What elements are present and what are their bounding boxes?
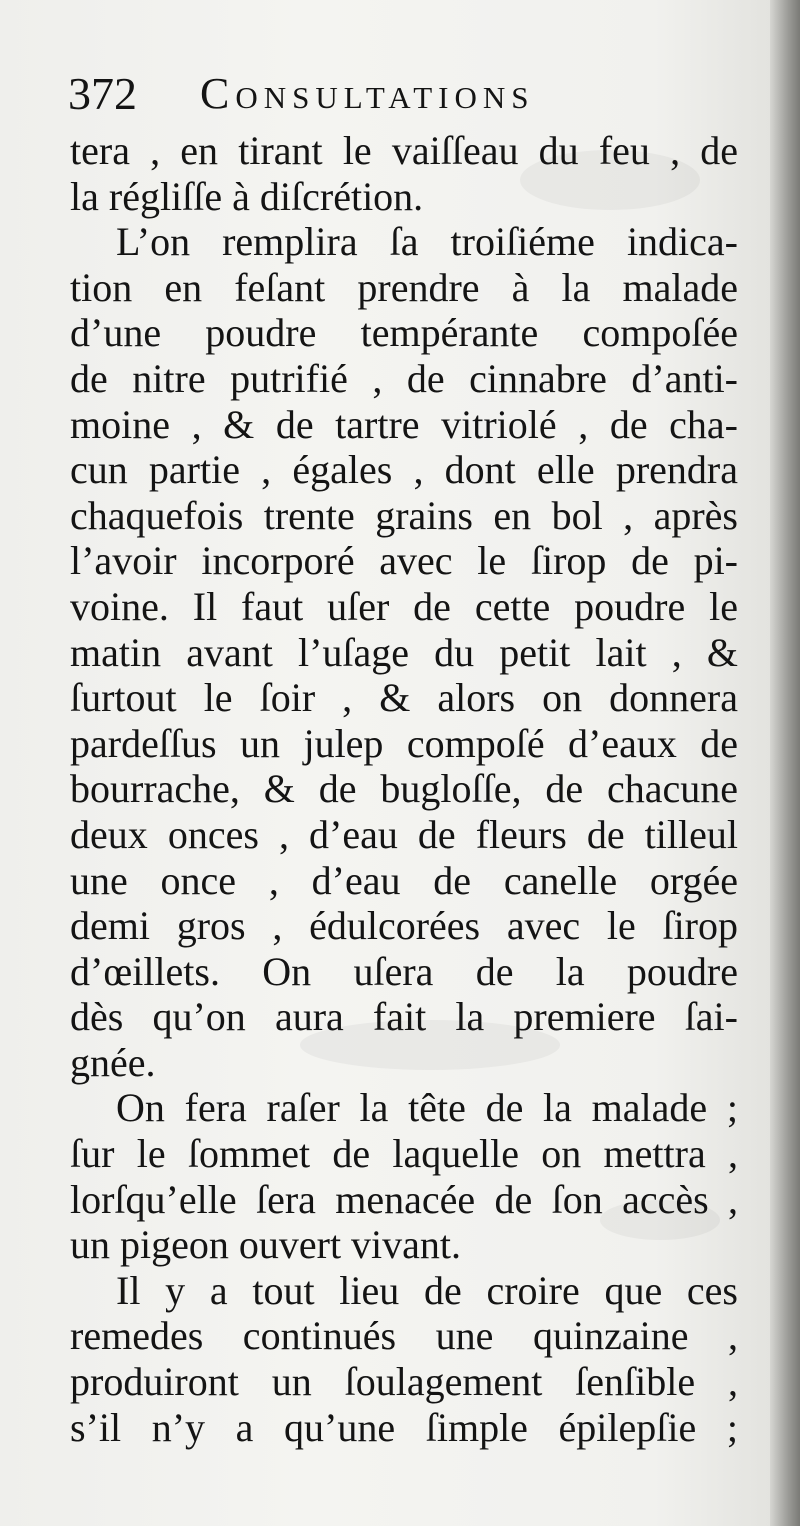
text-line: demi gros , édulcorées avec le ſirop xyxy=(70,903,738,949)
text-line: cun partie , égales , dont elle prendra xyxy=(70,447,738,493)
text-line: remedes continués une quinzaine , xyxy=(70,1313,738,1359)
text-line: une once , d’eau de canelle orgée xyxy=(70,857,738,903)
text-line: ſurtout le ſoir , & alors on donnera xyxy=(70,675,738,721)
text-line: tera , en tirant le vaiſſeau du feu , de xyxy=(70,128,738,173)
body-text xyxy=(70,128,738,1450)
text-line: d’œillets. On uſera de la poudre xyxy=(70,948,738,994)
page-number: 372 xyxy=(68,68,137,119)
text-line: dès qu’on aura fait la premiere ſai- xyxy=(70,994,738,1040)
book-gutter xyxy=(770,0,800,1526)
text-line: produiront un ſoulagement ſenſible , xyxy=(70,1359,738,1405)
text-line: deux onces , d’eau de fleurs de tilleul xyxy=(70,811,738,857)
text-line: de nitre putrifié , de cinnabre d’anti- xyxy=(70,355,738,401)
text-line: On fera raſer la tête de la malade ; xyxy=(116,1085,738,1131)
text-line: chaquefois trente grains en bol , après xyxy=(70,492,738,538)
text-line: lorſqu’elle ſera menacée de ſon accès , xyxy=(70,1176,738,1222)
text-line: pardeſſus un julep compoſé d’eaux de xyxy=(70,720,738,766)
text-line: d’une poudre tempérante compoſée xyxy=(70,310,738,356)
text-line: bourrache, & de bugloſſe, de chacune xyxy=(70,766,738,812)
text-line: ſur le ſommet de laquelle on mettra , xyxy=(70,1131,738,1177)
text-line: l’avoir incorporé avec le ſirop de pi- xyxy=(70,538,738,584)
text-line: matin avant l’uſage du petit lait , & xyxy=(70,629,738,675)
text-line: Il y a tout lieu de croire que ces xyxy=(116,1267,738,1313)
text-line: tion en feſant prendre à la malade xyxy=(70,264,738,310)
text-line: L’on remplira ſa troiſiéme indica- xyxy=(116,219,738,265)
text-line: s’il n’y a qu’une ſimple épilepſie ; xyxy=(70,1404,738,1450)
text-line: voine. Il faut uſer de cette poudre le xyxy=(70,583,738,629)
text-line: moine , & de tartre vitriolé , de cha- xyxy=(70,401,738,447)
running-title: Consultations xyxy=(200,69,535,118)
page-header xyxy=(68,64,628,124)
text-line: un pigeon ouvert vivant. xyxy=(70,1222,462,1268)
text-line: gnée. xyxy=(70,1039,156,1085)
text-line: la régliſſe à diſcrétion. xyxy=(70,173,424,219)
